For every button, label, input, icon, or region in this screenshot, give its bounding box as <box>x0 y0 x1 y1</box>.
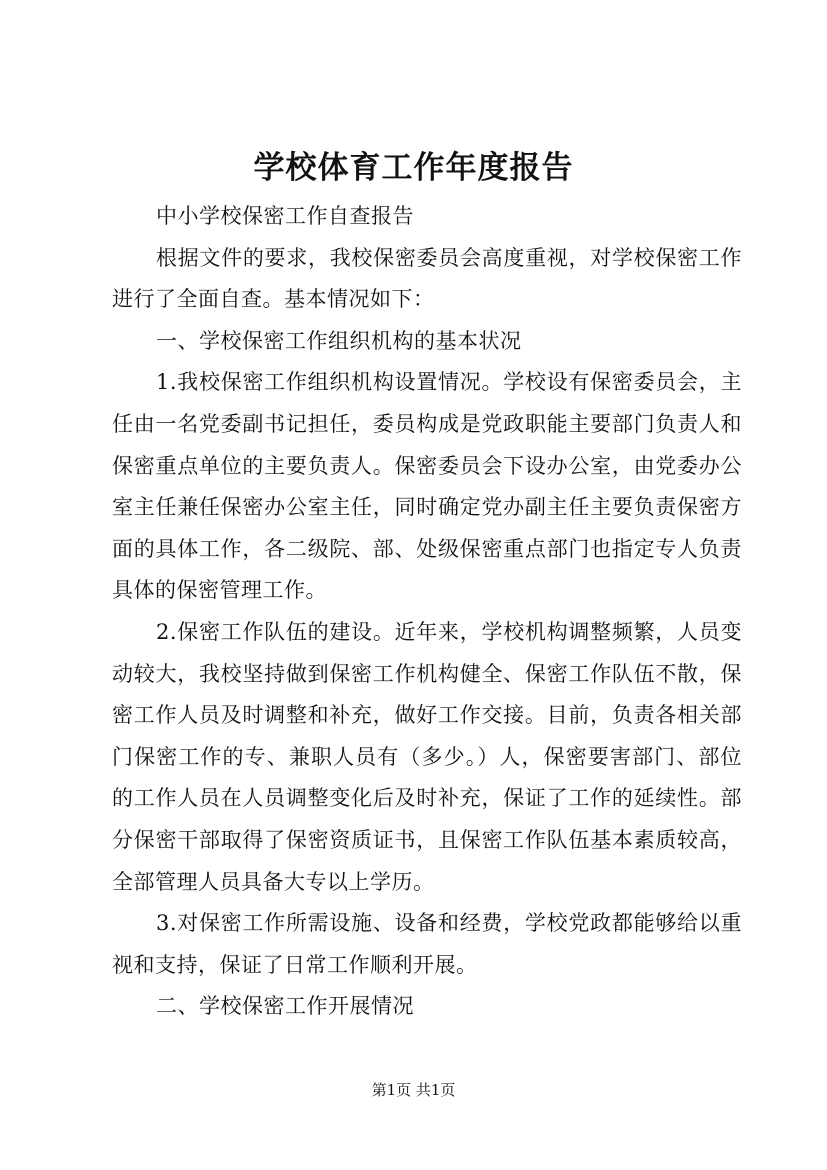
page-footer: 第1页 共1页 <box>371 1081 456 1099</box>
paragraph-item-1: 1.我校保密工作组织机构设置情况。学校设有保密委员会，主任由一名党委副书记担任，委员构成是党政职能主要部门负责人和保密重点单位的主要负责人。保密委员会下设办公室，由党委办公室主任兼任保密办公室主任，同时确定党办副主任主要负责保密方面的具体工作，各二级院、部、处级保密重点部门也指定专人负责具体的保密管理工作。 <box>112 370 742 603</box>
document-body <box>112 196 742 1028</box>
paragraph-item-3: 3.对保密工作所需设施、设备和经费，学校党政都能够给以重视和支持，保证了日常工作顺利开展。 <box>112 911 742 977</box>
section-heading-1: 一、学校保密工作组织机构的基本状况 <box>156 328 522 353</box>
paragraph-intro: 根据文件的要求，我校保密委员会高度重视，对学校保密工作进行了全面自查。基本情况如下： <box>112 245 742 312</box>
paragraph-item-2: 2.保密工作队伍的建设。近年来，学校机构调整频繁，人员变动较大，我校坚持做到保密工作机构健全、保密工作队伍不散，保密工作人员及时调整和补充，做好工作交接。目前，负责各相关部门保密工作的专、兼职人员有（多少。）人，保密要害部门、部位的工作人员在人员调整变化后及时补充，保证了工作的延续性。部分保密干部取得了保密资质证书，且保密工作队伍基本素质较高，全部管理人员具备大专以上学历。 <box>112 619 742 894</box>
paragraph-subtitle: 中小学校保密工作自查报告 <box>156 204 414 228</box>
section-heading-2: 二、学校保密工作开展情况 <box>156 994 414 1019</box>
document-title: 学校体育工作年度报告 <box>253 150 574 186</box>
